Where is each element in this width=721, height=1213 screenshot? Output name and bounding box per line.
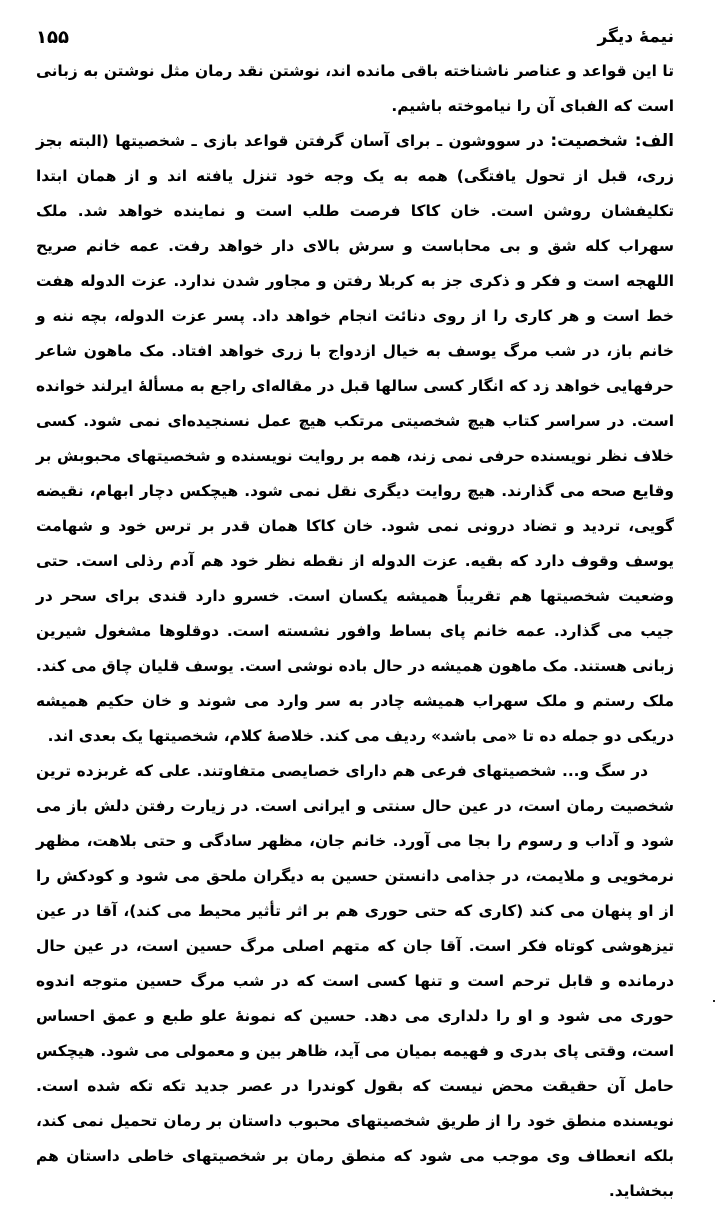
- running-head: نیمهٔ دیگر: [597, 27, 674, 47]
- section-heading: الف: شخصیت:: [550, 131, 675, 151]
- book-title-sag: سگ و...: [561, 762, 626, 780]
- scan-speck: [713, 1000, 715, 1002]
- paragraph-text: تا این قواعد و عناصر ناشناخته باقی مانده اند، نوشتن نقد رمان مثل نوشتن به زبانی است که الفبای آن را نیاموخته باشیم.: [36, 62, 674, 115]
- body-text: [36, 54, 674, 1209]
- book-page: [36, 20, 674, 1209]
- page-number: ۱۵۵: [36, 26, 69, 48]
- book-title-suvashun: در سووشون: [448, 132, 544, 150]
- paragraph-character-section: [36, 124, 674, 754]
- paragraph-text: ـ برای آسان گرفتن قواعد بازی ـ شخصیتها (البته بجز زری، قبل از تحول یافتگی) همه به یک وجه خود تنزل یافته اند و از همان ابتدا تکلیفشان روشن است. خان کاکا فرصت طلب است و نماینده خواهد شد. ملک سهراب کله شق و بی محاباست و سرش بالای دار خواهد رفت. عمه خانم صریح اللهجه است و فکر و ذکری جز به کربلا رفتن و مجاور شدن ندارد. عزت الدوله هفت خط است و هر کاری را از روی دنائت انجام خواهد داد. پسر عزت الدوله، بچه ننه و خانم باز، در شب مرگ یوسف به خیال ازدواج با زری خواهد افتاد. مک ماهون شاعر حرفهایی خواهد زد که انگار کسی سالها قبل در مقاله‌ای راجع به مسألهٔ ایرلند خوانده است. در سراسر کتاب هیچ شخصیتی مرتکب هیچ عمل نسنجیده‌ای نمی شود. کسی خلاف نظر نویسنده حرفی نمی زند، همه بر روایت نویسنده و شخصیتهای محبوبش بر وقایع صحه می گذارند. هیچ روایت دیگری نقل نمی شود. هیچکس دچار ابهام، نقیضه گویی، تردید و تضاد درونی نمی شود. خان کاکا همان قدر بر ترس خود و شهامت یوسف وقوف دارد که بقیه. عزت الدوله از نقطه نظر خود هم آدم رذلی است. حتی وضعیت شخصیتها هم تقریباً همیشه یکسان است. خسرو دارد قندی برای سحر در جیب می گذارد. عمه خانم پای بساط وافور نشسته است. دوقلوها مشغول شیرین زبانی هستند. مک ماهون همیشه در حال باده نوشی است. یوسف قلیان چاق می کند. ملک رستم و ملک سهراب همیشه چادر به سر وارد می شوند و خان حکیم همیشه دریکی دو جمله ده تا «می باشد» ردیف می کند. خلاصهٔ کلام، شخصیتها یک بعدی اند.: [36, 132, 674, 745]
- paragraph-continuation: [36, 54, 674, 124]
- paragraph-text: شخصیتهای فرعی هم دارای خصایصی متفاوتند. علی که غربزده ترین شخصیت رمان است، در عین حال سنتی و ایرانی است. در زیارت رفتن دلش باز می شود و آداب و رسوم را بجا می آورد. خانم جان، مظهر سادگی و حتی بلاهت، مظهر نرمخویی و ملایمت، در جذامی دانستن حسین به دیگران ملحق می شود و کودکش را از او پنهان می کند (کاری که حتی حوری هم بر اثر تأثیر محیط می کند)، آقا در عین تیزهوشی کوتاه فکر است. آقا جان که متهم اصلی مرگ حسین است، در عین حال درمانده و قابل ترحم است و تنها کسی است که در شب مرگ حسین متوجه اندوه حوری می شود و او را دلداری می دهد. حسین که نمونهٔ علو طبع و عمق احساس است، وقتی پای بدری و فهیمه بمیان می آید، ظاهر بین و معمولی می شود. هیچکس حامل آن حقیقت محض نیست که بقول کوندرا در عصر جدید تکه تکه شده است. نویسنده منطق خود را از طریق شخصیتهای محبوب داستان بر رمان تحمیل نمی کند، بلکه انعطاف وی موجب می شود که منطق رمان بر شخصیتهای خاطی داستان هم ببخشاید.: [36, 762, 674, 1200]
- paragraph-prefix: در: [631, 762, 649, 780]
- paragraph-sag-section: [36, 754, 674, 1209]
- page-header: [36, 20, 674, 54]
